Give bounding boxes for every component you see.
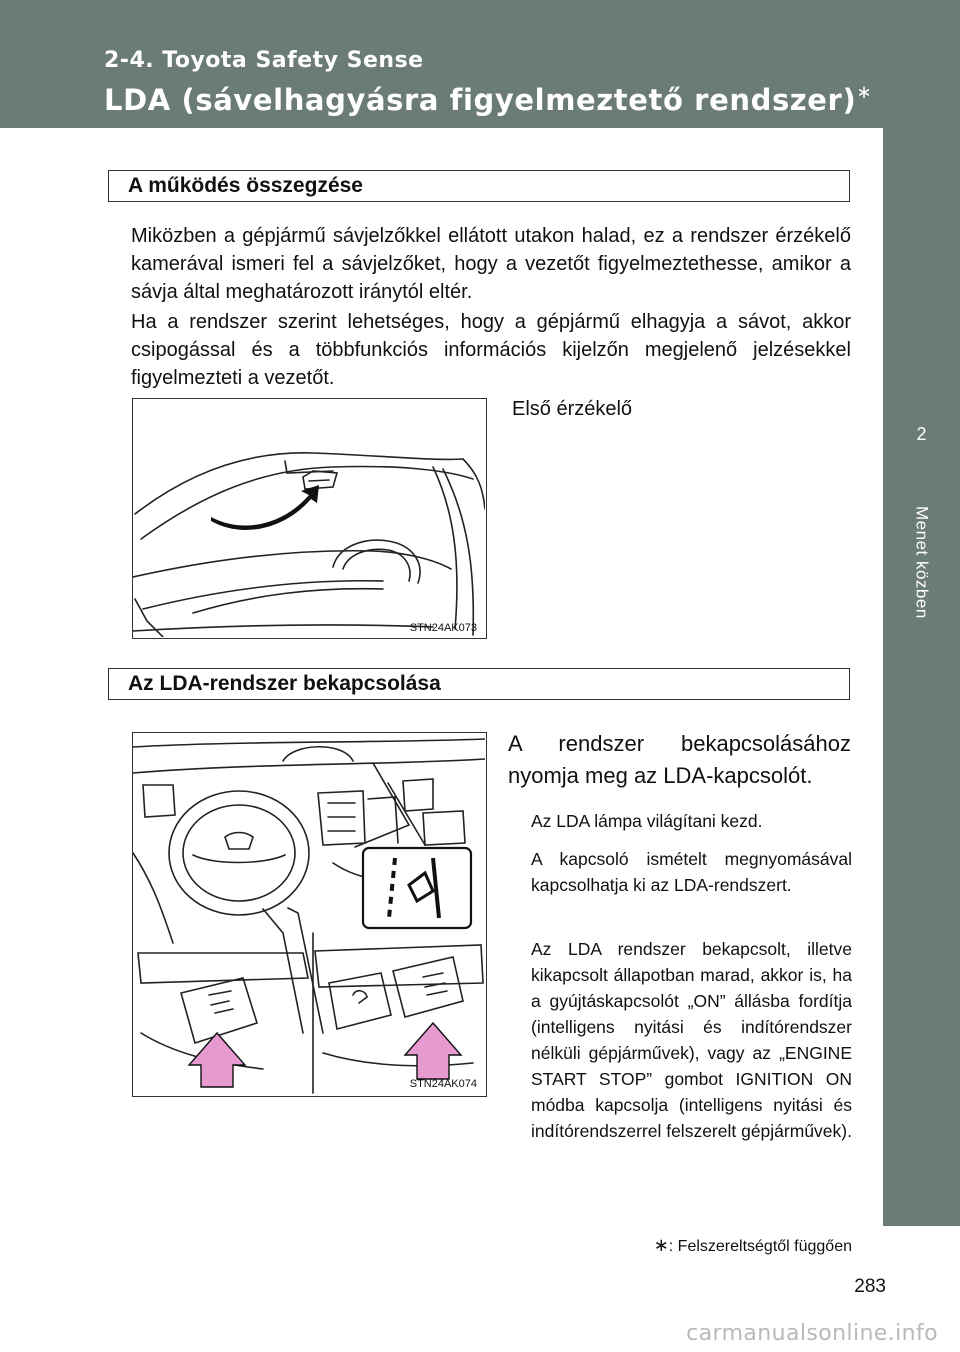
chapter-header xyxy=(0,0,960,128)
lda-switch-zoom-icon xyxy=(363,848,471,928)
optional-equipment-mark: ∗ xyxy=(856,82,872,103)
paragraph-summary-1: Miközben a gépjármű sávjelzőkkel ellátott utakon halad, ez a rendszer érzékelő kamerával ismeri fel a sávjelzőket, hogy a vezetőt figyelmeztethesse, amikor a sávja által meghatározott iránytól eltér. xyxy=(131,225,851,303)
figure-code: STN24AK073 xyxy=(409,622,477,634)
figure-front-sensor xyxy=(132,398,487,639)
figure-caption-front-sensor: Első érzékelő xyxy=(512,398,633,420)
paragraph-summary-2: Ha a rendszer szerint lehetséges, hogy a gépjármű elhagyja a sávot, akkor csipogással és a többfunkciós információs kijelzőn megjelenő jelzésekkel figyelmezteti a vezetőt. xyxy=(131,311,851,389)
windshield-illustration xyxy=(133,399,485,637)
watermark: carmanualsonline.info xyxy=(686,1321,938,1346)
chapter-label-text: Menet közben xyxy=(912,505,932,619)
figure-lda-switch xyxy=(132,732,487,1097)
page-title-text: LDA (sávelhagyásra figyelmeztető rendszer) xyxy=(104,83,857,117)
side-tab-bar-lower xyxy=(883,646,960,1226)
note-state-retained: Az LDA rendszer bekapcsolt, illetve kikapcsolt állapotban marad, akkor is, ha a gyújtáskapcsolót „ON” állásba fordítja (intelligens nyitási és indítórendszer nélküli gépjárművek), vagy az „ENGINE START STOP” gombot IGNITION ON módba kapcsolja (intelligens nyitási és indítórendszerrel felszerelt gépjárművek). xyxy=(531,939,852,1141)
pointer-arrow-icon xyxy=(211,485,319,530)
page-title xyxy=(104,82,872,117)
footnote-text: : Felszereltségtől függően xyxy=(668,1238,852,1255)
activation-instruction: A rendszer bekapcsolásához nyomja meg az LDA-kapcsolót. xyxy=(508,731,851,788)
section-heading-summary: A működés összegzése xyxy=(108,170,850,202)
section-title: 2-4. Toyota Safety Sense xyxy=(104,48,424,73)
side-tab-bar xyxy=(883,128,960,390)
pink-arrow-left-icon xyxy=(189,1033,245,1087)
note-lamp: Az LDA lámpa világítani kezd. xyxy=(531,811,763,831)
dashboard-illustration xyxy=(133,733,485,1095)
pink-arrow-right-icon xyxy=(405,1023,461,1079)
footnote-mark: ∗ xyxy=(653,1235,669,1255)
chapter-number: 2 xyxy=(883,390,960,478)
note-switch-off: A kapcsoló ismételt megnyomásával kapcsolhatja ki az LDA-rendszert. xyxy=(531,849,852,895)
footnote xyxy=(654,1235,852,1256)
section-heading-activation: Az LDA-rendszer bekapcsolása xyxy=(108,668,850,700)
figure-code: STN24AK074 xyxy=(409,1078,477,1090)
chapter-label xyxy=(883,478,960,646)
page-number: 283 xyxy=(854,1276,886,1297)
